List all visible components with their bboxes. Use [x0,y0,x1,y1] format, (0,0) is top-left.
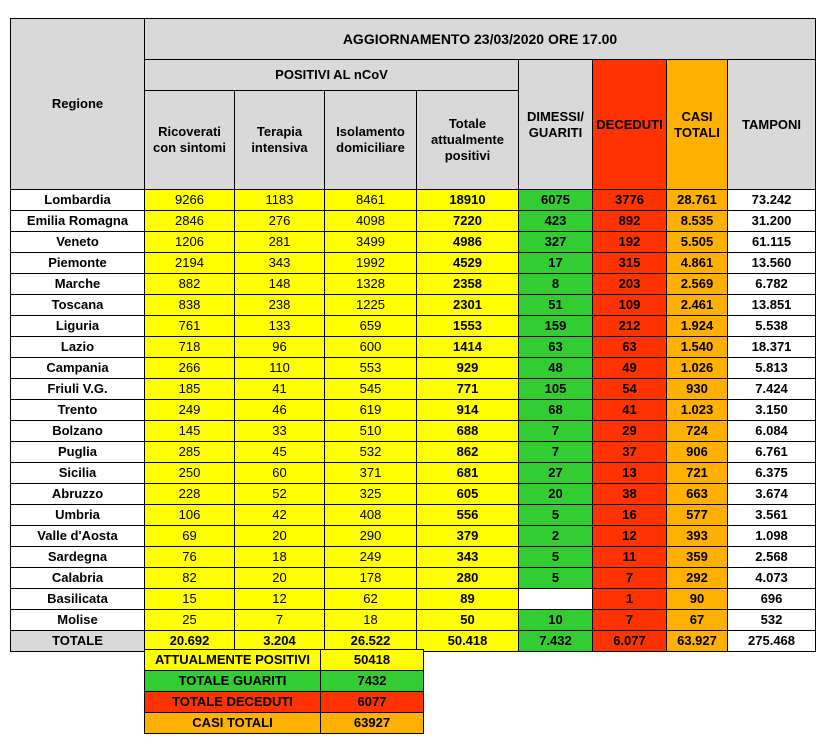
cell-tamponi: 2.568 [728,547,816,568]
table-row [11,358,816,379]
cell-ricoverati: 266 [145,358,235,379]
cell-dimessi: 7.432 [519,631,593,652]
cell-ricoverati: 761 [145,316,235,337]
terapia-header: Terapia intensiva [235,91,325,190]
cell-totale: 1414 [417,337,519,358]
dimessi-header: DIMESSI/ GUARITI [519,60,593,190]
cell-ricoverati: 1206 [145,232,235,253]
cell-casi: 67 [667,610,728,631]
cell-dimessi: 68 [519,400,593,421]
legend-label: CASI TOTALI [145,713,321,734]
tamponi-header: TAMPONI [728,60,816,190]
cell-terapia: 46 [235,400,325,421]
cell-totale: 914 [417,400,519,421]
cell-deceduti: 212 [593,316,667,337]
cell-ricoverati: 185 [145,379,235,400]
cell-totale: 280 [417,568,519,589]
cell-isolamento: 545 [325,379,417,400]
cell-casi: 2.569 [667,274,728,295]
cell-isolamento: 249 [325,547,417,568]
cell-terapia: 20 [235,526,325,547]
update-title: AGGIORNAMENTO 23/03/2020 ORE 17.00 [145,19,816,60]
cell-totale: 2301 [417,295,519,316]
cell-totale: 2358 [417,274,519,295]
cell-isolamento: 1328 [325,274,417,295]
cell-totale: 7220 [417,211,519,232]
cell-casi: 1.023 [667,400,728,421]
legend-value: 50418 [321,650,424,671]
cell-regione: Basilicata [11,589,145,610]
cell-tamponi: 13.560 [728,253,816,274]
cell-regione: Trento [11,400,145,421]
table-row [11,442,816,463]
cell-terapia: 133 [235,316,325,337]
cell-dimessi: 5 [519,568,593,589]
cell-dimessi: 48 [519,358,593,379]
cell-ricoverati: 76 [145,547,235,568]
cell-casi: 90 [667,589,728,610]
cell-casi: 906 [667,442,728,463]
cell-casi: 4.861 [667,253,728,274]
cell-ricoverati: 882 [145,274,235,295]
cell-dimessi: 159 [519,316,593,337]
cell-dimessi: 20 [519,484,593,505]
legend-label: ATTUALMENTE POSITIVI [145,650,321,671]
legend-row [145,713,424,734]
cell-casi: 359 [667,547,728,568]
deceduti-header: DECEDUTI [593,60,667,190]
cell-ricoverati: 838 [145,295,235,316]
table-row [11,463,816,484]
cell-ricoverati: 69 [145,526,235,547]
table-row [11,547,816,568]
cell-tamponi: 13.851 [728,295,816,316]
table-row [11,610,816,631]
cell-isolamento: 8461 [325,190,417,211]
cell-deceduti: 6.077 [593,631,667,652]
cell-casi: 2.461 [667,295,728,316]
table-row [11,400,816,421]
legend-value: 7432 [321,671,424,692]
cell-isolamento: 408 [325,505,417,526]
cell-dimessi: 2 [519,526,593,547]
cell-deceduti: 54 [593,379,667,400]
cell-isolamento: 553 [325,358,417,379]
cell-regione: Umbria [11,505,145,526]
cell-terapia: 33 [235,421,325,442]
cell-deceduti: 12 [593,526,667,547]
cell-terapia: 148 [235,274,325,295]
cell-casi: 292 [667,568,728,589]
cell-dimessi [519,589,593,610]
cell-deceduti: 3776 [593,190,667,211]
cell-regione: Valle d'Aosta [11,526,145,547]
cell-tamponi: 6.084 [728,421,816,442]
cell-totale: 688 [417,421,519,442]
cell-ricoverati: 2194 [145,253,235,274]
cell-deceduti: 63 [593,337,667,358]
cell-isolamento: 18 [325,610,417,631]
cell-dimessi: 10 [519,610,593,631]
cell-isolamento: 1992 [325,253,417,274]
cell-regione: Sicilia [11,463,145,484]
legend-label: TOTALE DECEDUTI [145,692,321,713]
table-row [11,232,816,253]
legend-row [145,671,424,692]
cell-dimessi: 5 [519,547,593,568]
cell-tamponi: 18.371 [728,337,816,358]
cell-deceduti: 37 [593,442,667,463]
table-row [11,484,816,505]
cell-terapia: 3.204 [235,631,325,652]
table-row [11,316,816,337]
cell-regione: Molise [11,610,145,631]
cell-totale: 50 [417,610,519,631]
cell-totale: 605 [417,484,519,505]
cell-terapia: 18 [235,547,325,568]
cell-dimessi: 327 [519,232,593,253]
cell-tamponi: 6.761 [728,442,816,463]
cell-totale: 556 [417,505,519,526]
cell-regione: Emilia Romagna [11,211,145,232]
cell-dimessi: 105 [519,379,593,400]
cell-ricoverati: 25 [145,610,235,631]
table-row [11,589,816,610]
cell-regione: TOTALE [11,631,145,652]
cell-deceduti: 315 [593,253,667,274]
cell-deceduti: 7 [593,610,667,631]
cell-terapia: 96 [235,337,325,358]
cell-totale: 379 [417,526,519,547]
cell-totale: 681 [417,463,519,484]
cell-terapia: 42 [235,505,325,526]
cell-isolamento: 4098 [325,211,417,232]
cell-ricoverati: 285 [145,442,235,463]
cell-tamponi: 532 [728,610,816,631]
legend-label: TOTALE GUARITI [145,671,321,692]
cell-isolamento: 325 [325,484,417,505]
cell-tamponi: 5.813 [728,358,816,379]
cell-regione: Campania [11,358,145,379]
cell-deceduti: 11 [593,547,667,568]
cell-terapia: 276 [235,211,325,232]
cell-totale: 862 [417,442,519,463]
cell-tamponi: 5.538 [728,316,816,337]
cell-casi: 1.026 [667,358,728,379]
cell-totale: 343 [417,547,519,568]
totale-positivi-header: Totale attualmente positivi [417,91,519,190]
cell-casi: 63.927 [667,631,728,652]
table-row [11,421,816,442]
cell-isolamento: 62 [325,589,417,610]
cell-isolamento: 3499 [325,232,417,253]
cell-terapia: 7 [235,610,325,631]
cell-totale: 4986 [417,232,519,253]
cell-isolamento: 659 [325,316,417,337]
cell-isolamento: 532 [325,442,417,463]
cell-dimessi: 5 [519,505,593,526]
cell-terapia: 343 [235,253,325,274]
cell-tamponi: 6.782 [728,274,816,295]
cell-deceduti: 29 [593,421,667,442]
cell-tamponi: 1.098 [728,526,816,547]
cell-deceduti: 16 [593,505,667,526]
cell-ricoverati: 15 [145,589,235,610]
cell-isolamento: 371 [325,463,417,484]
isolamento-header: Isolamento domiciliare [325,91,417,190]
cell-totale: 929 [417,358,519,379]
cell-deceduti: 7 [593,568,667,589]
cell-deceduti: 892 [593,211,667,232]
cell-deceduti: 38 [593,484,667,505]
cell-tamponi: 275.468 [728,631,816,652]
cell-ricoverati: 145 [145,421,235,442]
cell-ricoverati: 718 [145,337,235,358]
cell-isolamento: 290 [325,526,417,547]
cell-regione: Toscana [11,295,145,316]
table-row [11,295,816,316]
cell-terapia: 52 [235,484,325,505]
cell-tamponi: 4.073 [728,568,816,589]
summary-legend [144,649,424,734]
cell-dimessi: 6075 [519,190,593,211]
cell-regione: Calabria [11,568,145,589]
cell-isolamento: 178 [325,568,417,589]
table-row [11,211,816,232]
cell-terapia: 45 [235,442,325,463]
cell-casi: 5.505 [667,232,728,253]
cell-regione: Lazio [11,337,145,358]
cell-terapia: 281 [235,232,325,253]
cell-tamponi: 73.242 [728,190,816,211]
cell-dimessi: 7 [519,442,593,463]
casi-totali-header: CASI TOTALI [667,60,728,190]
cell-deceduti: 109 [593,295,667,316]
cell-ricoverati: 228 [145,484,235,505]
cell-casi: 393 [667,526,728,547]
cell-ricoverati: 250 [145,463,235,484]
region-header: Regione [11,19,145,190]
legend-value: 63927 [321,713,424,734]
cell-dimessi: 17 [519,253,593,274]
cell-casi: 930 [667,379,728,400]
positivi-group-header: POSITIVI AL nCoV [145,60,519,91]
covid-region-table [10,18,816,652]
legend-value: 6077 [321,692,424,713]
cell-regione: Marche [11,274,145,295]
cell-tamponi: 3.561 [728,505,816,526]
cell-totale: 18910 [417,190,519,211]
cell-casi: 663 [667,484,728,505]
cell-tamponi: 6.375 [728,463,816,484]
cell-regione: Abruzzo [11,484,145,505]
cell-tamponi: 696 [728,589,816,610]
table-row [11,274,816,295]
cell-isolamento: 600 [325,337,417,358]
table-row [11,505,816,526]
cell-casi: 724 [667,421,728,442]
cell-ricoverati: 9266 [145,190,235,211]
cell-terapia: 20 [235,568,325,589]
cell-casi: 1.540 [667,337,728,358]
cell-dimessi: 423 [519,211,593,232]
cell-terapia: 12 [235,589,325,610]
cell-isolamento: 510 [325,421,417,442]
cell-regione: Lombardia [11,190,145,211]
cell-casi: 577 [667,505,728,526]
cell-ricoverati: 20.692 [145,631,235,652]
cell-tamponi: 31.200 [728,211,816,232]
legend-row [145,650,424,671]
cell-casi: 1.924 [667,316,728,337]
ricoverati-header: Ricoverati con sintomi [145,91,235,190]
legend-row [145,692,424,713]
cell-isolamento: 619 [325,400,417,421]
cell-casi: 28.761 [667,190,728,211]
cell-regione: Friuli V.G. [11,379,145,400]
cell-totale: 4529 [417,253,519,274]
cell-totale: 89 [417,589,519,610]
cell-dimessi: 8 [519,274,593,295]
cell-ricoverati: 82 [145,568,235,589]
cell-regione: Puglia [11,442,145,463]
cell-deceduti: 49 [593,358,667,379]
table-row [11,526,816,547]
cell-tamponi: 3.150 [728,400,816,421]
cell-regione: Bolzano [11,421,145,442]
cell-deceduti: 192 [593,232,667,253]
cell-deceduti: 1 [593,589,667,610]
table-row [11,568,816,589]
cell-terapia: 41 [235,379,325,400]
cell-terapia: 60 [235,463,325,484]
table-row [11,190,816,211]
cell-isolamento: 26.522 [325,631,417,652]
cell-casi: 8.535 [667,211,728,232]
cell-dimessi: 63 [519,337,593,358]
cell-tamponi: 7.424 [728,379,816,400]
cell-ricoverati: 106 [145,505,235,526]
cell-totale: 1553 [417,316,519,337]
cell-dimessi: 27 [519,463,593,484]
cell-tamponi: 3.674 [728,484,816,505]
cell-isolamento: 1225 [325,295,417,316]
table-row [11,379,816,400]
cell-regione: Liguria [11,316,145,337]
cell-deceduti: 203 [593,274,667,295]
table-row [11,337,816,358]
cell-dimessi: 7 [519,421,593,442]
cell-regione: Sardegna [11,547,145,568]
cell-totale: 771 [417,379,519,400]
table-row [11,253,816,274]
cell-terapia: 1183 [235,190,325,211]
cell-dimessi: 51 [519,295,593,316]
cell-ricoverati: 249 [145,400,235,421]
cell-ricoverati: 2846 [145,211,235,232]
cell-regione: Piemonte [11,253,145,274]
cell-terapia: 238 [235,295,325,316]
cell-regione: Veneto [11,232,145,253]
cell-totale: 50.418 [417,631,519,652]
cell-tamponi: 61.115 [728,232,816,253]
cell-terapia: 110 [235,358,325,379]
cell-deceduti: 13 [593,463,667,484]
cell-deceduti: 41 [593,400,667,421]
cell-casi: 721 [667,463,728,484]
